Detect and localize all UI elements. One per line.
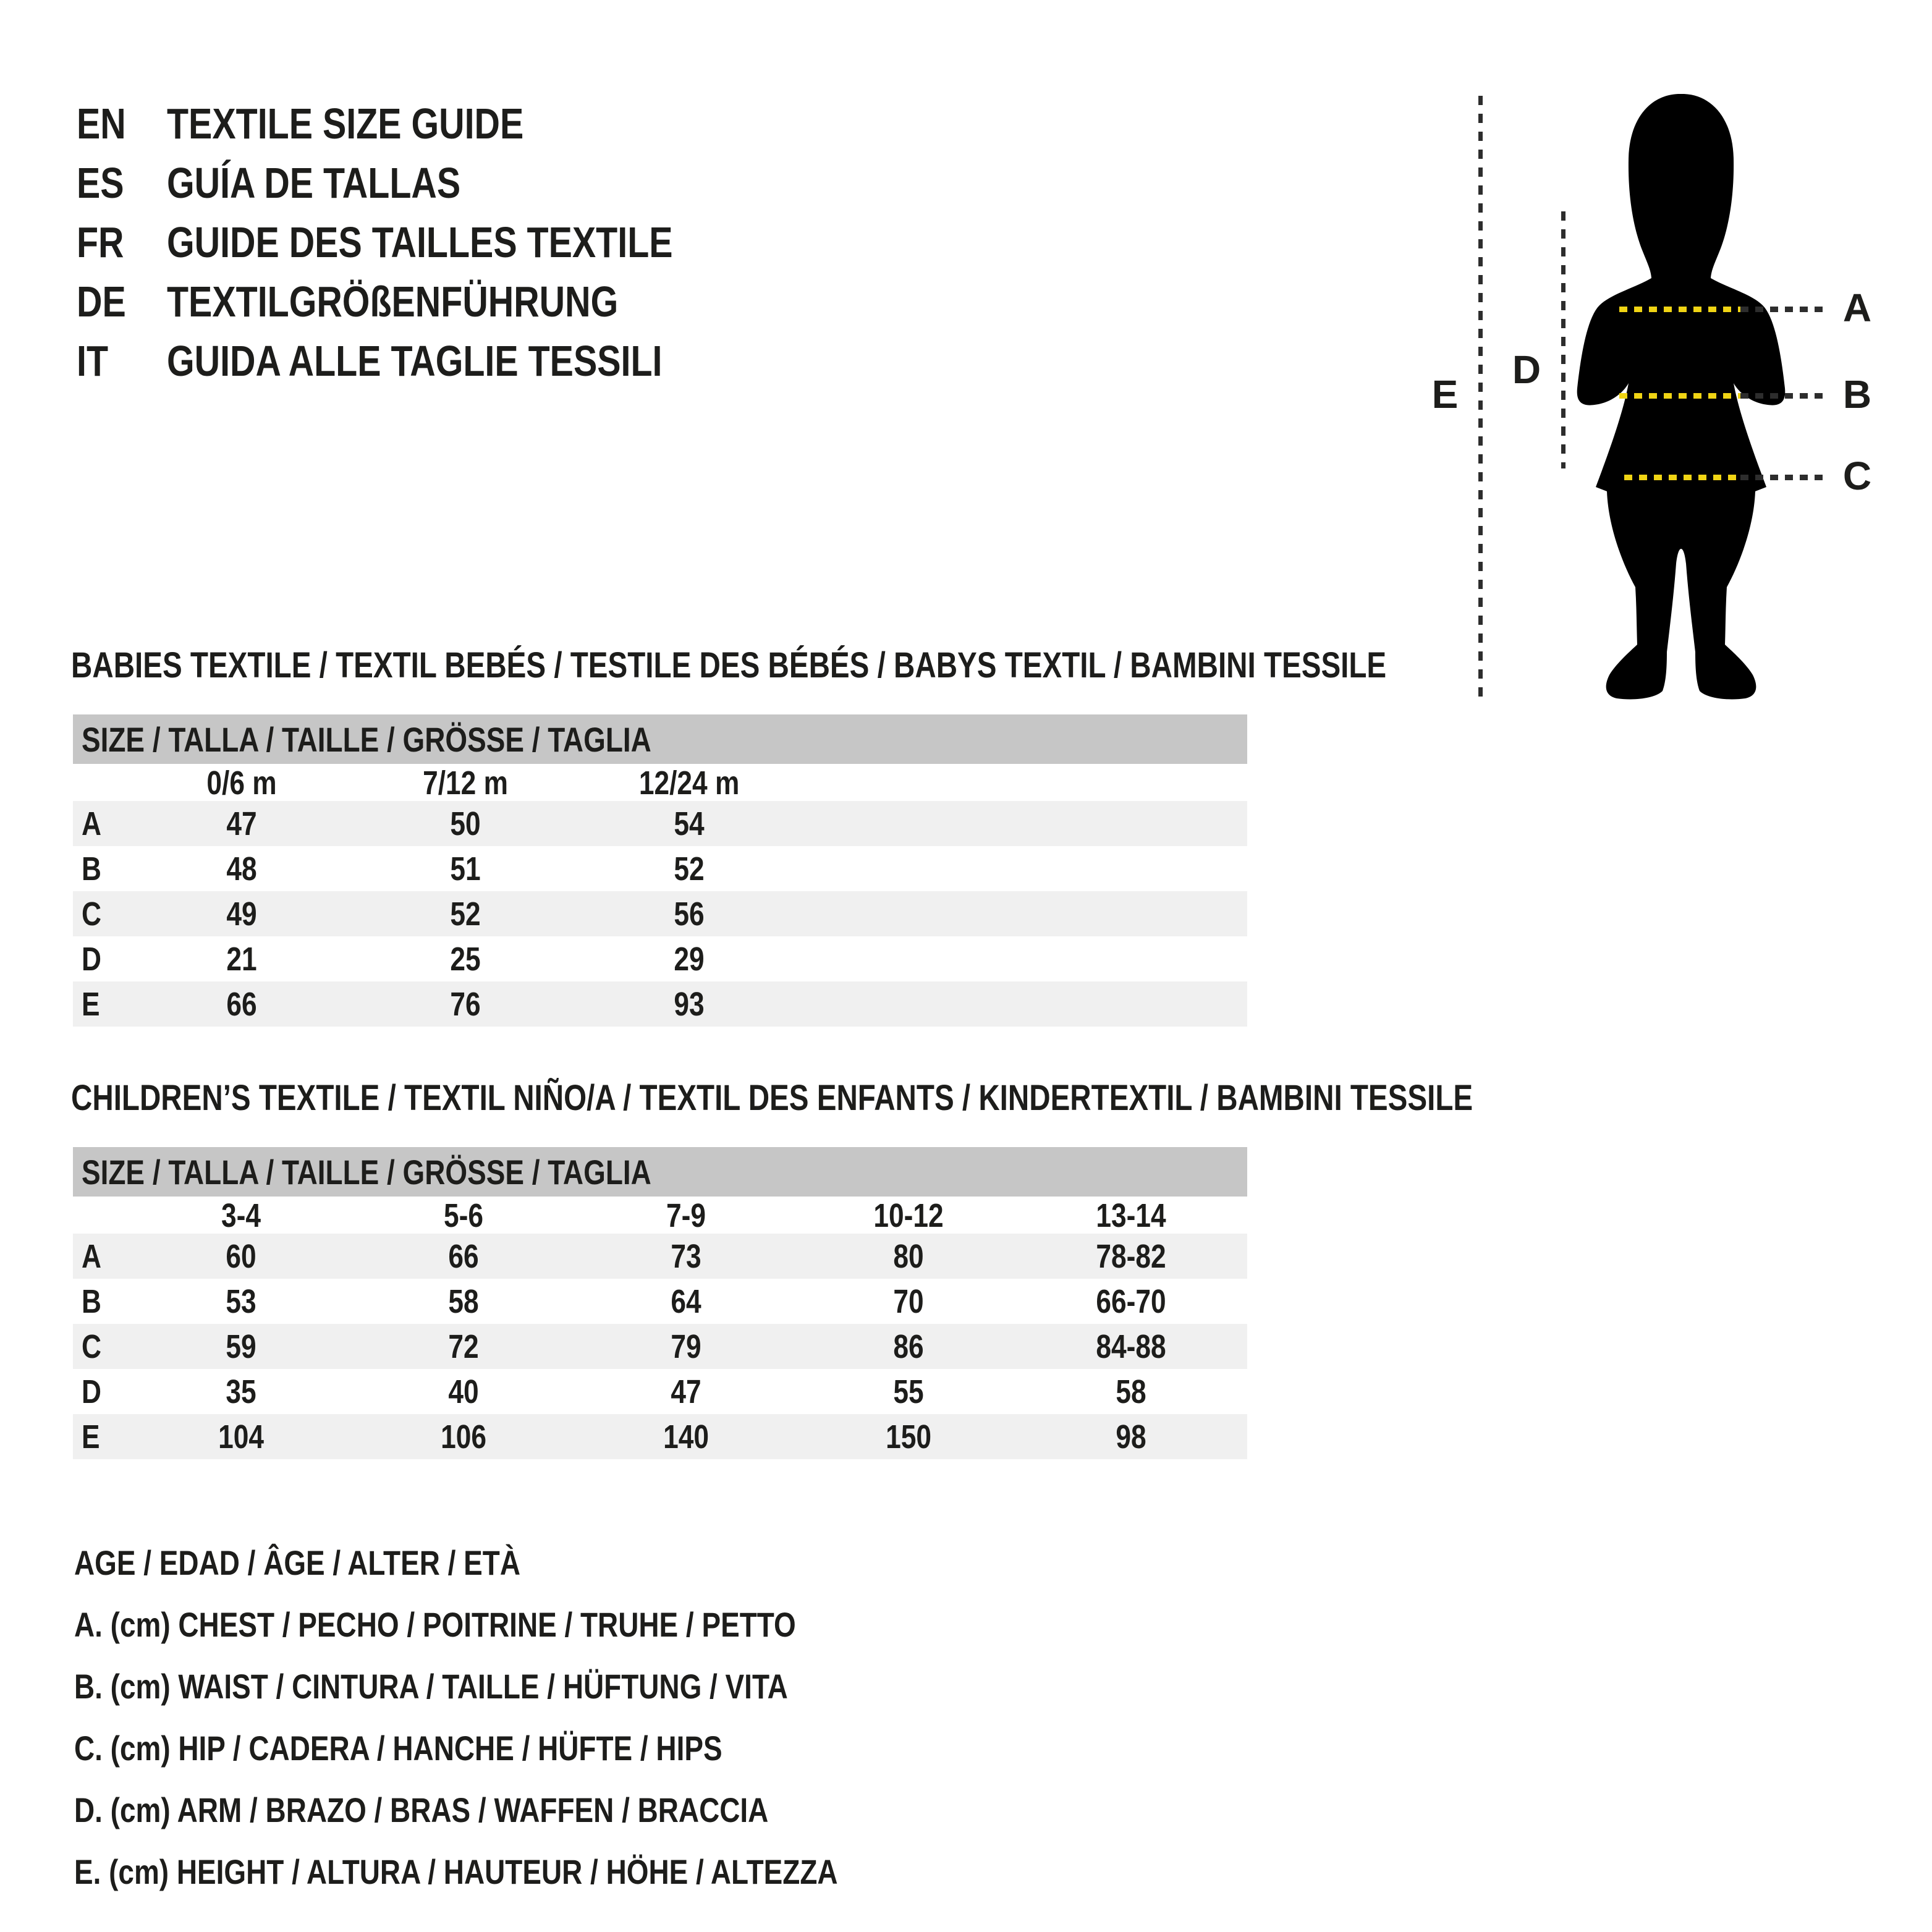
children-table-row-C xyxy=(73,1324,1247,1369)
legend-line-waist: B. (cm) WAIST / CINTURA / TAILLE / HÜFTUNG / VITA xyxy=(74,1666,788,1706)
babies-size-header-bar: SIZE / TALLA / TAILLE / GRÖSSE / TAGLIA xyxy=(73,714,1247,764)
legend-line-height: E. (cm) HEIGHT / ALTURA / HAUTEUR / HÖHE / ALTEZZA xyxy=(74,1852,838,1891)
cell-value: 106 xyxy=(441,1418,486,1455)
page-title-de: TEXTILGRÖßENFÜHRUNG xyxy=(167,278,619,326)
children-column-header: 5-6 xyxy=(443,1197,483,1234)
cell-value: 66 xyxy=(448,1237,479,1275)
babies-table-row-D xyxy=(73,936,1247,981)
cell-value: 25 xyxy=(450,940,481,978)
legend-line-hip: C. (cm) HIP / CADERA / HANCHE / HÜFTE / HIPS xyxy=(74,1728,722,1768)
row-label: A xyxy=(82,1237,101,1275)
row-label: A xyxy=(82,805,101,842)
cell-value: 64 xyxy=(671,1282,701,1320)
arm-measure-line-D xyxy=(1561,211,1566,468)
cell-value: 60 xyxy=(226,1237,256,1275)
row-label: D xyxy=(82,1373,101,1410)
page-title-fr: GUIDE DES TAILLES TEXTILE xyxy=(167,218,673,266)
page-title-it: GUIDA ALLE TAGLIE TESSILI xyxy=(167,337,663,385)
row-label: B xyxy=(82,1282,101,1320)
arm-label-D: D xyxy=(1512,347,1541,392)
language-code: IT xyxy=(77,337,109,385)
children-table-row-E xyxy=(73,1414,1247,1459)
children-column-header: 10-12 xyxy=(873,1197,944,1234)
language-code: ES xyxy=(77,159,124,207)
hip-label-C: C xyxy=(1842,454,1872,498)
children-column-header-row xyxy=(73,1197,1247,1234)
chest-line-dark xyxy=(1740,307,1823,312)
chest-line-yellow xyxy=(1619,307,1740,312)
cell-value: 76 xyxy=(450,985,481,1023)
measurement-legend xyxy=(74,1532,1006,1902)
language-row xyxy=(77,213,784,272)
row-label: B xyxy=(82,850,101,888)
babies-table xyxy=(73,764,1247,1027)
children-section-title: CHILDREN’S TEXTILE / TEXTIL NIÑO/A / TEXTIL DES ENFANTS / KINDERTEXTIL / BAMBINI TESSILE xyxy=(71,1078,1473,1118)
cell-value: 55 xyxy=(893,1373,924,1410)
babies-table-row-E xyxy=(73,981,1247,1027)
cell-value: 21 xyxy=(226,940,257,978)
cell-value: 86 xyxy=(893,1328,924,1365)
legend-line-chest: A. (cm) CHEST / PECHO / POITRINE / TRUHE / PETTO xyxy=(74,1604,796,1644)
language-row xyxy=(77,94,784,153)
page-title-es: GUÍA DE TALLAS xyxy=(167,159,461,207)
row-label: C xyxy=(82,895,101,933)
babies-table-row-A xyxy=(73,801,1247,846)
cell-value: 73 xyxy=(671,1237,701,1275)
cell-value: 58 xyxy=(1116,1373,1146,1410)
row-label: C xyxy=(82,1328,101,1365)
legend-line-arm: D. (cm) ARM / BRAZO / BRAS / WAFFEN / BRACCIA xyxy=(74,1790,769,1829)
row-label: E xyxy=(82,985,100,1023)
cell-value: 52 xyxy=(674,850,705,888)
cell-value: 98 xyxy=(1116,1418,1146,1455)
babies-column-header: 7/12 m xyxy=(423,765,508,802)
children-size-header-bar: SIZE / TALLA / TAILLE / GRÖSSE / TAGLIA xyxy=(73,1147,1247,1197)
hip-line-dark xyxy=(1740,475,1823,480)
language-title-block xyxy=(77,94,784,391)
page-title: TEXTILE SIZE GUIDE xyxy=(167,100,524,148)
cell-value: 58 xyxy=(448,1282,479,1320)
cell-value: 35 xyxy=(226,1373,256,1410)
children-column-header: 3-4 xyxy=(221,1197,261,1234)
babies-column-header-row xyxy=(73,764,1247,801)
child-silhouette-figure xyxy=(1570,93,1786,705)
children-table-row-A xyxy=(73,1234,1247,1279)
cell-value: 70 xyxy=(893,1282,924,1320)
cell-value: 150 xyxy=(886,1418,931,1455)
language-row xyxy=(77,153,784,213)
row-label: E xyxy=(82,1418,100,1455)
cell-value: 51 xyxy=(450,850,481,888)
babies-section-title: BABIES TEXTILE / TEXTIL BEBÉS / TESTILE DES BÉBÉS / BABYS TEXTIL / BAMBINI TESSILE xyxy=(71,645,1387,685)
chest-label-A: A xyxy=(1842,286,1872,330)
waist-line-dark xyxy=(1740,393,1823,399)
cell-value: 40 xyxy=(448,1373,479,1410)
babies-column-header: 12/24 m xyxy=(638,765,740,802)
cell-value: 72 xyxy=(448,1328,479,1365)
height-measure-line-E xyxy=(1478,96,1483,705)
hip-line-yellow xyxy=(1624,475,1740,480)
cell-value: 84-88 xyxy=(1096,1328,1166,1365)
children-column-header: 13-14 xyxy=(1096,1197,1166,1234)
cell-value: 47 xyxy=(226,805,257,842)
legend-line-age: AGE / EDAD / ÂGE / ALTER / ETÀ xyxy=(74,1543,521,1582)
children-table xyxy=(73,1197,1247,1459)
children-column-header: 7-9 xyxy=(666,1197,706,1234)
cell-value: 52 xyxy=(450,895,481,933)
language-code: DE xyxy=(77,278,126,326)
language-code: FR xyxy=(77,218,124,266)
waist-label-B: B xyxy=(1842,372,1872,417)
babies-table-row-C xyxy=(73,891,1247,936)
cell-value: 47 xyxy=(671,1373,701,1410)
waist-line-yellow xyxy=(1619,393,1740,399)
cell-value: 78-82 xyxy=(1096,1237,1166,1275)
cell-value: 140 xyxy=(663,1418,709,1455)
cell-value: 29 xyxy=(674,940,705,978)
cell-value: 54 xyxy=(674,805,705,842)
cell-value: 53 xyxy=(226,1282,256,1320)
cell-value: 79 xyxy=(671,1328,701,1365)
cell-value: 49 xyxy=(226,895,257,933)
cell-value: 93 xyxy=(674,985,705,1023)
cell-value: 56 xyxy=(674,895,705,933)
row-label: D xyxy=(82,940,101,978)
language-row xyxy=(77,272,784,331)
cell-value: 50 xyxy=(450,805,481,842)
cell-value: 80 xyxy=(893,1237,924,1275)
language-row xyxy=(77,331,784,391)
height-label-E: E xyxy=(1431,372,1459,417)
cell-value: 48 xyxy=(226,850,257,888)
children-table-row-D xyxy=(73,1369,1247,1414)
cell-value: 104 xyxy=(218,1418,264,1455)
cell-value: 66-70 xyxy=(1096,1282,1166,1320)
language-code: EN xyxy=(77,100,126,148)
children-table-row-B xyxy=(73,1279,1247,1324)
babies-column-header: 0/6 m xyxy=(206,765,277,802)
babies-table-row-B xyxy=(73,846,1247,891)
cell-value: 59 xyxy=(226,1328,256,1365)
cell-value: 66 xyxy=(226,985,257,1023)
